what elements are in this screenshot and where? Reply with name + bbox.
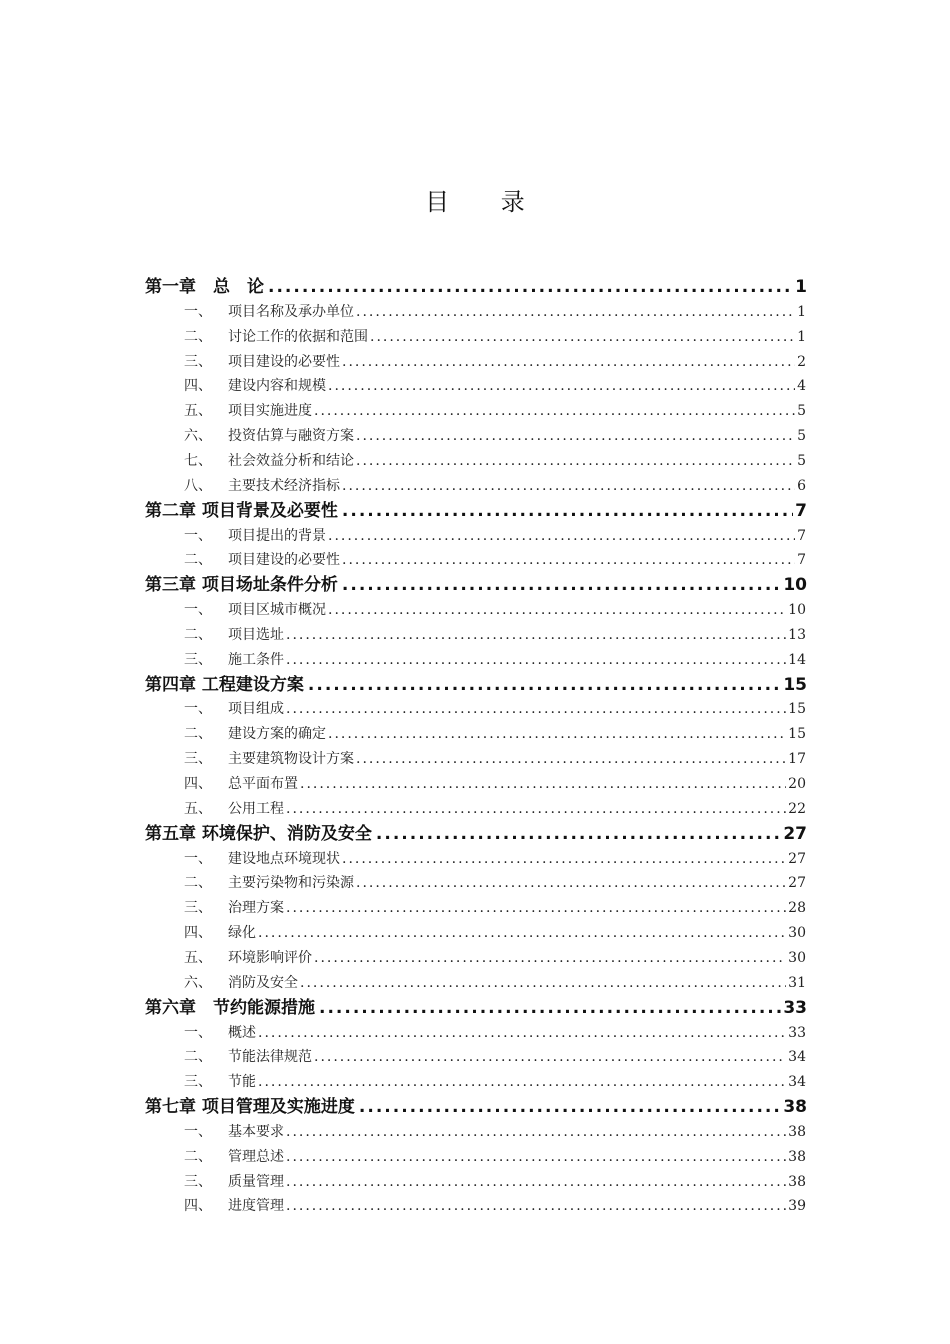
toc-chapter-entry[interactable]: [145, 275, 807, 300]
toc-entry-label: 项目选址: [228, 626, 284, 643]
toc-entry-label: 投资估算与融资方案: [228, 428, 354, 445]
toc-entry-label: 项目实施进度: [228, 403, 312, 420]
toc-chapter-entry[interactable]: [145, 996, 807, 1021]
toc-entry-number: 七、: [184, 452, 212, 469]
toc-entry-number: 一、: [184, 1024, 212, 1041]
toc-page-number: 7: [797, 552, 806, 569]
toc-page-number: 6: [797, 477, 806, 494]
toc-chapter-entry[interactable]: [145, 822, 807, 847]
toc-page-number: 20: [788, 776, 806, 792]
toc-section-entry[interactable]: [184, 1021, 806, 1046]
toc-entry-number: 二、: [184, 1148, 212, 1165]
toc-section-entry[interactable]: [184, 350, 806, 375]
toc-entry-label: 节能法律规范: [228, 1049, 312, 1066]
toc-dot-leader: [286, 1170, 786, 1195]
toc-chapter-entry[interactable]: [145, 1095, 807, 1120]
toc-entry-label: 第五章 环境保护、消防及安全: [145, 823, 372, 844]
toc-dot-leader: [328, 722, 786, 747]
toc-entry-label: 进度管理: [228, 1198, 284, 1215]
toc-entry-label: 治理方案: [228, 900, 284, 917]
toc-entry-label: 主要技术经济指标: [228, 477, 340, 494]
toc-entry-number: 四、: [184, 1198, 212, 1215]
toc-entry-number: 二、: [184, 328, 212, 345]
toc-entry-label: 主要建筑物设计方案: [228, 751, 354, 768]
toc-entry-number: 四、: [184, 925, 212, 942]
toc-page-number: 38: [788, 1123, 806, 1140]
toc-dot-leader: [268, 275, 793, 300]
toc-dot-leader: [376, 822, 781, 847]
toc-section-entry[interactable]: [184, 424, 806, 449]
toc-section-entry[interactable]: [184, 524, 806, 549]
toc-entry-number: 一、: [184, 850, 212, 867]
toc-title: 目 录: [425, 188, 547, 216]
toc-section-entry[interactable]: [184, 1120, 806, 1145]
toc-dot-leader: [286, 1194, 786, 1219]
toc-page-number: 27: [788, 850, 806, 867]
toc-entry-number: 一、: [184, 602, 212, 619]
toc-section-entry[interactable]: [184, 374, 806, 399]
toc-page-number: 28: [788, 900, 806, 917]
toc-page-number: 1: [797, 328, 806, 345]
toc-dot-leader: [286, 648, 786, 673]
toc-dot-leader: [328, 598, 786, 623]
toc-entry-label: 总平面布置: [228, 776, 298, 792]
toc-dot-leader: [359, 1095, 781, 1120]
toc-entry-label: 第二章 项目背景及必要性: [145, 500, 338, 521]
toc-dot-leader: [356, 747, 786, 772]
toc-page-number: 7: [795, 500, 807, 521]
toc-dot-leader: [370, 325, 795, 350]
toc-dot-leader: [258, 921, 786, 946]
toc-section-entry[interactable]: [184, 474, 806, 499]
toc-section-entry[interactable]: [184, 971, 806, 996]
toc-dot-leader: [356, 871, 786, 896]
toc-dot-leader: [342, 350, 795, 375]
toc-entry-number: 四、: [184, 378, 212, 395]
toc-section-entry[interactable]: [184, 1070, 806, 1095]
toc-section-entry[interactable]: [184, 449, 806, 474]
toc-entry-label: 建设方案的确定: [228, 726, 326, 743]
toc-entry-number: 一、: [184, 527, 212, 544]
toc-dot-leader: [356, 449, 795, 474]
toc-entry-number: 六、: [184, 974, 212, 991]
toc-dot-leader: [342, 474, 795, 499]
toc-dot-leader: [286, 797, 786, 822]
toc-entry-label: 消防及安全: [228, 974, 298, 991]
toc-section-entry[interactable]: [184, 921, 806, 946]
toc-page-number: 33: [783, 997, 807, 1018]
toc-page-number: 2: [797, 353, 806, 370]
toc-entry-number: 二、: [184, 552, 212, 569]
toc-page-number: 27: [788, 875, 806, 892]
toc-entry-label: 项目建设的必要性: [228, 353, 340, 370]
toc-section-entry[interactable]: [184, 1194, 806, 1219]
toc-entry-label: 建设地点环境现状: [228, 850, 340, 867]
toc-section-entry[interactable]: [184, 1170, 806, 1195]
toc-entry-number: 三、: [184, 651, 212, 668]
toc-entry-number: 三、: [184, 1074, 212, 1091]
toc-entry-label: 环境影响评价: [228, 949, 312, 966]
toc-entry-number: 五、: [184, 800, 212, 817]
toc-page-number: 15: [788, 701, 806, 718]
toc-dot-leader: [342, 548, 795, 573]
toc-entry-number: 一、: [184, 701, 212, 718]
toc-entry-number: 二、: [184, 726, 212, 743]
toc-dot-leader: [314, 1045, 786, 1070]
toc-chapter-entry[interactable]: [145, 499, 807, 524]
toc-entry-label: 第七章 项目管理及实施进度: [145, 1097, 355, 1118]
toc-page-number: 27: [783, 823, 807, 844]
toc-page-number: 33: [788, 1024, 806, 1041]
toc-page-number: 13: [788, 626, 806, 643]
toc-section-entry[interactable]: [184, 797, 806, 822]
toc-entry-label: 施工条件: [228, 651, 284, 668]
toc-section-entry[interactable]: [184, 1045, 806, 1070]
toc-entry-number: 五、: [184, 949, 212, 966]
toc-page-number: 30: [788, 949, 806, 966]
toc-section-entry[interactable]: [184, 623, 806, 648]
toc-dot-leader: [314, 946, 786, 971]
toc-entry-label: 项目名称及承办单位: [228, 303, 354, 320]
toc-page-number: 14: [788, 651, 806, 668]
toc-entry-number: 二、: [184, 1049, 212, 1066]
toc-section-entry[interactable]: [184, 896, 806, 921]
toc-dot-leader: [342, 573, 781, 598]
toc-entry-label: 绿化: [228, 925, 256, 942]
toc-entry-number: 三、: [184, 751, 212, 768]
toc-section-entry[interactable]: [184, 325, 806, 350]
toc-section-entry[interactable]: [184, 871, 806, 896]
toc-entry-label: 讨论工作的依据和范围: [228, 328, 368, 345]
toc-page-number: 15: [783, 674, 807, 695]
toc-entry-number: 一、: [184, 1123, 212, 1140]
toc-page-number: 38: [788, 1173, 806, 1190]
toc-entry-label: 建设内容和规模: [228, 378, 326, 395]
toc-section-entry[interactable]: [184, 722, 806, 747]
toc-entry-number: 一、: [184, 303, 212, 320]
toc-page-number: 10: [788, 602, 806, 619]
toc-dot-leader: [258, 1070, 786, 1095]
toc-entry-label: 第四章 工程建设方案: [145, 674, 304, 695]
toc-entry-label: 项目提出的背景: [228, 527, 326, 544]
toc-section-entry[interactable]: [184, 598, 806, 623]
toc-page-number: 34: [788, 1074, 806, 1091]
toc-section-entry[interactable]: [184, 772, 806, 797]
toc-entry-label: 第六章 节约能源措施: [145, 997, 315, 1018]
toc-dot-leader: [356, 300, 795, 325]
toc-section-entry[interactable]: [184, 946, 806, 971]
toc-entry-number: 六、: [184, 428, 212, 445]
toc-dot-leader: [308, 673, 781, 698]
toc-chapter-entry[interactable]: [145, 673, 807, 698]
toc-page-number: 30: [788, 925, 806, 942]
toc-dot-leader: [328, 374, 795, 399]
toc-page-number: 39: [788, 1198, 806, 1215]
toc-dot-leader: [328, 524, 795, 549]
toc-entry-label: 主要污染物和污染源: [228, 875, 354, 892]
toc-page-number: 5: [797, 452, 806, 469]
toc-page-number: 1: [797, 303, 806, 320]
toc-dot-leader: [342, 499, 793, 524]
toc-entry-number: 五、: [184, 403, 212, 420]
toc-page-number: 5: [797, 403, 806, 420]
toc-dot-leader: [286, 896, 786, 921]
toc-dot-leader: [342, 847, 786, 872]
toc-page-number: 22: [788, 800, 806, 817]
toc-page-number: 10: [783, 575, 807, 596]
toc-page-number: 17: [788, 751, 806, 768]
toc-entry-label: 公用工程: [228, 800, 284, 817]
toc-entry-label: 节能: [228, 1074, 256, 1091]
toc-page-number: 38: [783, 1097, 807, 1118]
toc-page-number: 1: [795, 277, 807, 297]
toc-section-entry[interactable]: [184, 697, 806, 722]
toc-page-number: 7: [797, 527, 806, 544]
toc-section-entry[interactable]: [184, 847, 806, 872]
toc-entry-label: 社会效益分析和结论: [228, 452, 354, 469]
toc-entry-label: 质量管理: [228, 1173, 284, 1190]
toc-entry-label: 管理总述: [228, 1148, 284, 1165]
toc-chapter-entry[interactable]: [145, 573, 807, 598]
toc-entry-label: 基本要求: [228, 1123, 284, 1140]
toc-dot-leader: [300, 772, 786, 797]
toc-page-number: 4: [797, 378, 806, 395]
toc-entry-label: 概述: [228, 1024, 256, 1041]
toc-dot-leader: [286, 623, 786, 648]
toc-section-entry[interactable]: [184, 548, 806, 573]
toc-entry-number: 八、: [184, 477, 212, 494]
toc-page-number: 38: [788, 1148, 806, 1165]
toc-page-number: 31: [788, 974, 806, 991]
toc-dot-leader: [286, 1120, 786, 1145]
toc-dot-leader: [300, 971, 786, 996]
toc-entry-label: 项目建设的必要性: [228, 552, 340, 569]
toc-entry-label: 第一章 总 论: [145, 277, 264, 297]
toc-dot-leader: [286, 697, 786, 722]
toc-section-entry[interactable]: [184, 747, 806, 772]
toc-entry-label: 项目组成: [228, 701, 284, 718]
toc-dot-leader: [258, 1021, 786, 1046]
toc-entry-label: 第三章 项目场址条件分析: [145, 575, 338, 596]
toc-entry-number: 二、: [184, 626, 212, 643]
toc-entry-number: 三、: [184, 900, 212, 917]
toc-dot-leader: [314, 399, 795, 424]
toc-page-number: 5: [797, 428, 806, 445]
toc-section-entry[interactable]: [184, 399, 806, 424]
toc-entry-number: 二、: [184, 875, 212, 892]
toc-entry-number: 四、: [184, 776, 212, 792]
toc-section-entry[interactable]: [184, 300, 806, 325]
toc-dot-leader: [356, 424, 795, 449]
toc-entry-number: 三、: [184, 1173, 212, 1190]
toc-dot-leader: [319, 996, 781, 1021]
toc-page-number: 15: [788, 726, 806, 743]
toc-section-entry[interactable]: [184, 1145, 806, 1170]
toc-entry-number: 三、: [184, 353, 212, 370]
toc-page-number: 34: [788, 1049, 806, 1066]
toc-section-entry[interactable]: [184, 648, 806, 673]
toc-entry-label: 项目区城市概况: [228, 602, 326, 619]
toc-dot-leader: [286, 1145, 786, 1170]
